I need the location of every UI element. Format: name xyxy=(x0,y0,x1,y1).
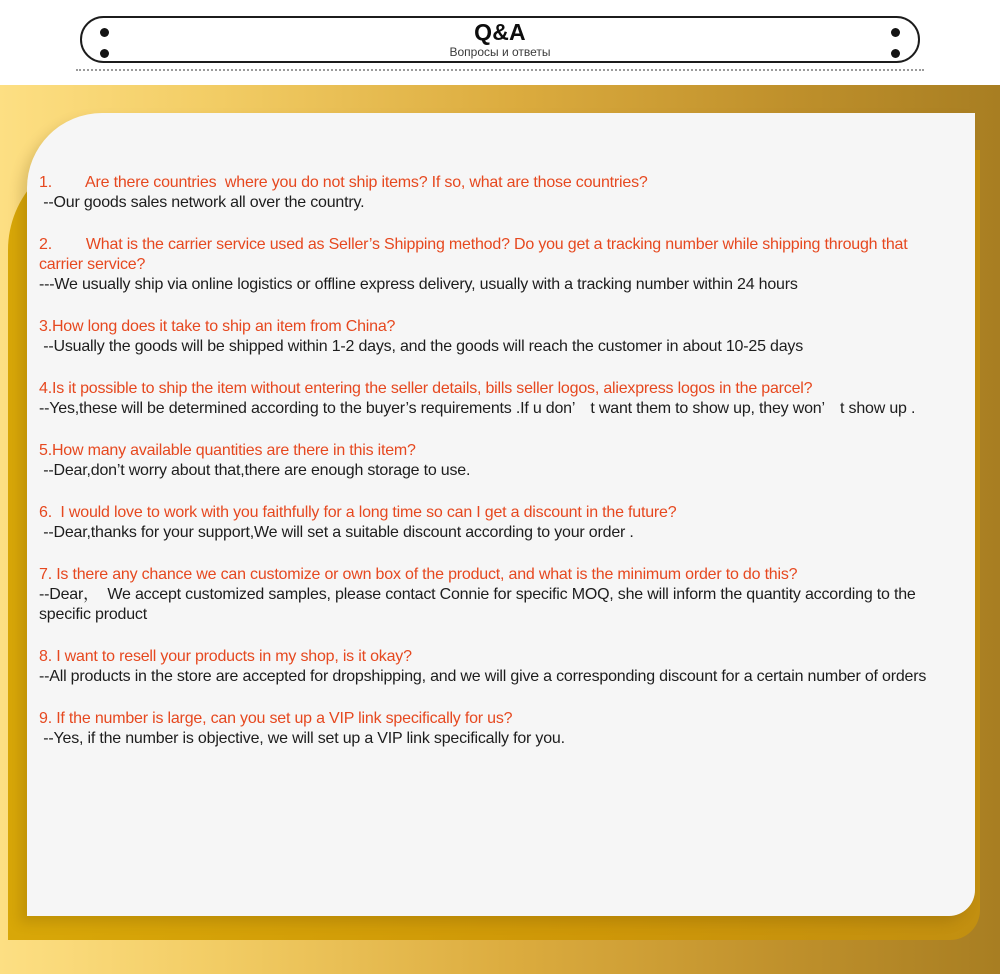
qa-title-plate xyxy=(80,16,920,63)
page-subtitle: Вопросы и ответы xyxy=(449,45,551,59)
qa-question: 9. If the number is large, can you set up a VIP link specifically for us? xyxy=(39,710,513,727)
qa-answer: --Dear,thanks for your support,We will set a suitable discount according to your order . xyxy=(39,524,634,541)
qa-question: 1. Are there countries where you do not ship items? If so, what are those countries? xyxy=(39,174,648,191)
qa-card xyxy=(27,113,975,916)
qa-item xyxy=(39,317,945,357)
perforation-line xyxy=(76,69,924,71)
qa-item xyxy=(39,503,945,543)
screw-dot-icon xyxy=(100,49,109,58)
qa-question: 6. I would love to work with you faithfully for a long time so can I get a discount in the future? xyxy=(39,504,677,521)
qa-answer: ---We usually ship via online logistics or offline express delivery, usually with a tracking number within 24 hours xyxy=(39,276,798,293)
screw-dot-icon xyxy=(100,28,109,37)
screw-dot-icon xyxy=(891,28,900,37)
qa-question: 5.How many available quantities are there in this item? xyxy=(39,442,416,459)
qa-question: 2. What is the carrier service used as Seller’s Shipping method? Do you get a tracking number while shipping through that carrier service? xyxy=(39,236,912,273)
qa-answer: --Yes,these will be determined according to the buyer’s requirements .If u don’ t want them to show up, they won’ t show up . xyxy=(39,400,916,417)
qa-item xyxy=(39,647,945,687)
qa-answer: --All products in the store are accepted for dropshipping, and we will give a corresponding discount for a certain number of orders xyxy=(39,668,927,685)
qa-answer: --Yes, if the number is objective, we will set up a VIP link specifically for you. xyxy=(39,730,565,747)
qa-item xyxy=(39,709,945,749)
qa-question: 7. Is there any chance we can customize or own box of the product, and what is the minimum order to do this? xyxy=(39,566,798,583)
qa-question: 8. I want to resell your products in my shop, is it okay? xyxy=(39,648,412,665)
qa-answer: --Usually the goods will be shipped within 1-2 days, and the goods will reach the customer in about 10-25 days xyxy=(39,338,804,355)
qa-answer: --Dear,don’t worry about that,there are enough storage to use. xyxy=(39,462,471,479)
qa-item xyxy=(39,565,945,625)
qa-item xyxy=(39,379,945,419)
qa-item xyxy=(39,235,945,295)
header-band xyxy=(0,0,1000,85)
qa-question: 3.How long does it take to ship an item from China? xyxy=(39,318,396,335)
qa-answer: --Dear， We accept customized samples, please contact Connie for specific MOQ, she will inform the quantity according to the specific product xyxy=(39,586,920,623)
qa-answer: --Our goods sales network all over the country. xyxy=(39,194,365,211)
qa-item xyxy=(39,441,945,481)
qa-question: 4.Is it possible to ship the item without entering the seller details, bills seller logos, aliexpress logos in the parcel? xyxy=(39,380,813,397)
qa-list xyxy=(39,173,945,749)
qa-item xyxy=(39,173,945,213)
screw-dot-icon xyxy=(891,49,900,58)
page-title: Q&A xyxy=(474,19,526,45)
